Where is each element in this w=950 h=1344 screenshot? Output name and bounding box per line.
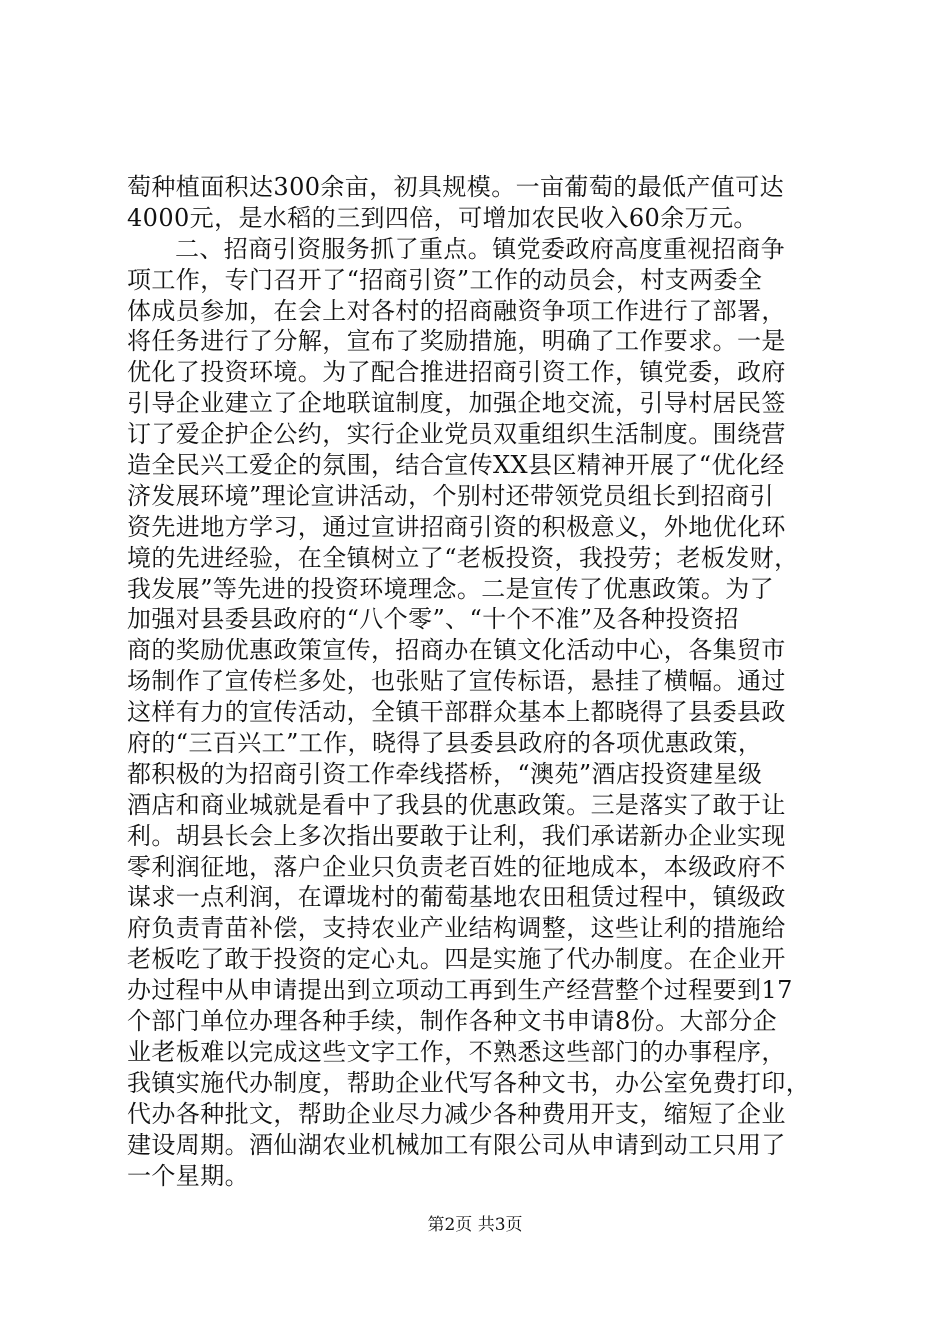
paragraph-start-line: 二、招商引资服务抓了重点。镇党委政府高度重视招商争 <box>175 234 785 263</box>
text-line: 建设周期。酒仙湖农业机械加工有限公司从申请到动工只用了 <box>127 1130 786 1159</box>
text-line: 府的“三百兴工”工作，晓得了县委县政府的各项优惠政策， <box>127 729 763 758</box>
text-line: 境的先进经验，在全镇树立了“老板投资，我投劳；老板发财， <box>127 543 799 572</box>
text-line: 酒店和商业城就是看中了我县的优惠政策。三是落实了敢于让 <box>127 790 786 819</box>
text-line: 府负责青苗补偿，支持农业产业结构调整，这些让利的措施给 <box>127 914 786 943</box>
text-line: 商的奖励优惠政策宣传，招商办在镇文化活动中心，各集贸市 <box>127 636 786 665</box>
text-line: 我镇实施代办制度，帮助企业代写各种文书，办公室免费打印， <box>127 1068 811 1097</box>
text-line: 订了爱企护企公约，实行企业党员双重组织生活制度。围绕营 <box>127 420 786 449</box>
text-line: 引导企业建立了企地联谊制度，加强企地交流，引导村居民签 <box>127 389 786 418</box>
text-line: 萄种植面积达300余亩，初具规模。一亩葡萄的最低产值可达 <box>127 173 785 201</box>
text-line: 造全民兴工爱企的氛围，结合宣传XX县区精神开展了“优化经 <box>127 451 785 480</box>
text-line: 体成员参加，在会上对各村的招商融资争项工作进行了部署， <box>127 296 786 325</box>
text-line: 都积极的为招商引资工作牵线搭桥，“澳苑”酒店投资建星级 <box>127 759 763 788</box>
text-line: 资先进地方学习，通过宣讲招商引资的积极意义，外地优化环 <box>127 512 786 541</box>
text-line: 我发展”等先进的投资环境理念。二是宣传了优惠政策。为了 <box>127 574 775 603</box>
text-line: 个部门单位办理各种手续，制作各种文书申请8份。大部分企 <box>127 1007 778 1036</box>
text-line: 办过程中从申请提出到立项动工再到生产经营整个过程要到17 <box>127 976 793 1005</box>
text-line: 加强对县委县政府的“八个零”、“十个不准”及各种投资招 <box>127 605 739 634</box>
text-line: 一个星期。 <box>127 1161 249 1190</box>
text-line: 项工作，专门召开了“招商引资”工作的动员会，村支两委全 <box>127 265 763 294</box>
text-line: 这样有力的宣传活动，全镇干部群众基本上都晓得了县委县政 <box>127 698 786 727</box>
text-line: 济发展环境”理论宣讲活动，个别村还带领党员组长到招商引 <box>127 481 775 510</box>
text-line: 将任务进行了分解，宣布了奖励措施，明确了工作要求。一是 <box>127 327 786 356</box>
text-line: 场制作了宣传栏多处，也张贴了宣传标语，悬挂了横幅。通过 <box>127 667 786 696</box>
text-line: 零利润征地，落户企业只负责老百姓的征地成本，本级政府不 <box>127 852 786 881</box>
text-line: 代办各种批文，帮助企业尽力减少各种费用开支，缩短了企业 <box>127 1099 786 1128</box>
text-line: 利。胡县长会上多次指出要敢于让利，我们承诺新办企业实现 <box>127 821 786 850</box>
text-line: 老板吃了敢于投资的定心丸。四是实施了代办制度。在企业开 <box>127 945 786 974</box>
page-footer: 第2页 共3页 <box>427 1215 523 1235</box>
text-line: 4000元，是水稻的三到四倍，可增加农民收入60余万元。 <box>127 203 758 232</box>
text-line: 业老板难以完成这些文字工作，不熟悉这些部门的办事程序， <box>127 1037 786 1066</box>
text-line: 优化了投资环境。为了配合推进招商引资工作，镇党委，政府 <box>127 358 786 387</box>
text-line: 谋求一点利润，在谭垅村的葡萄基地农田租赁过程中，镇级政 <box>127 883 786 912</box>
body-text <box>127 172 827 1191</box>
